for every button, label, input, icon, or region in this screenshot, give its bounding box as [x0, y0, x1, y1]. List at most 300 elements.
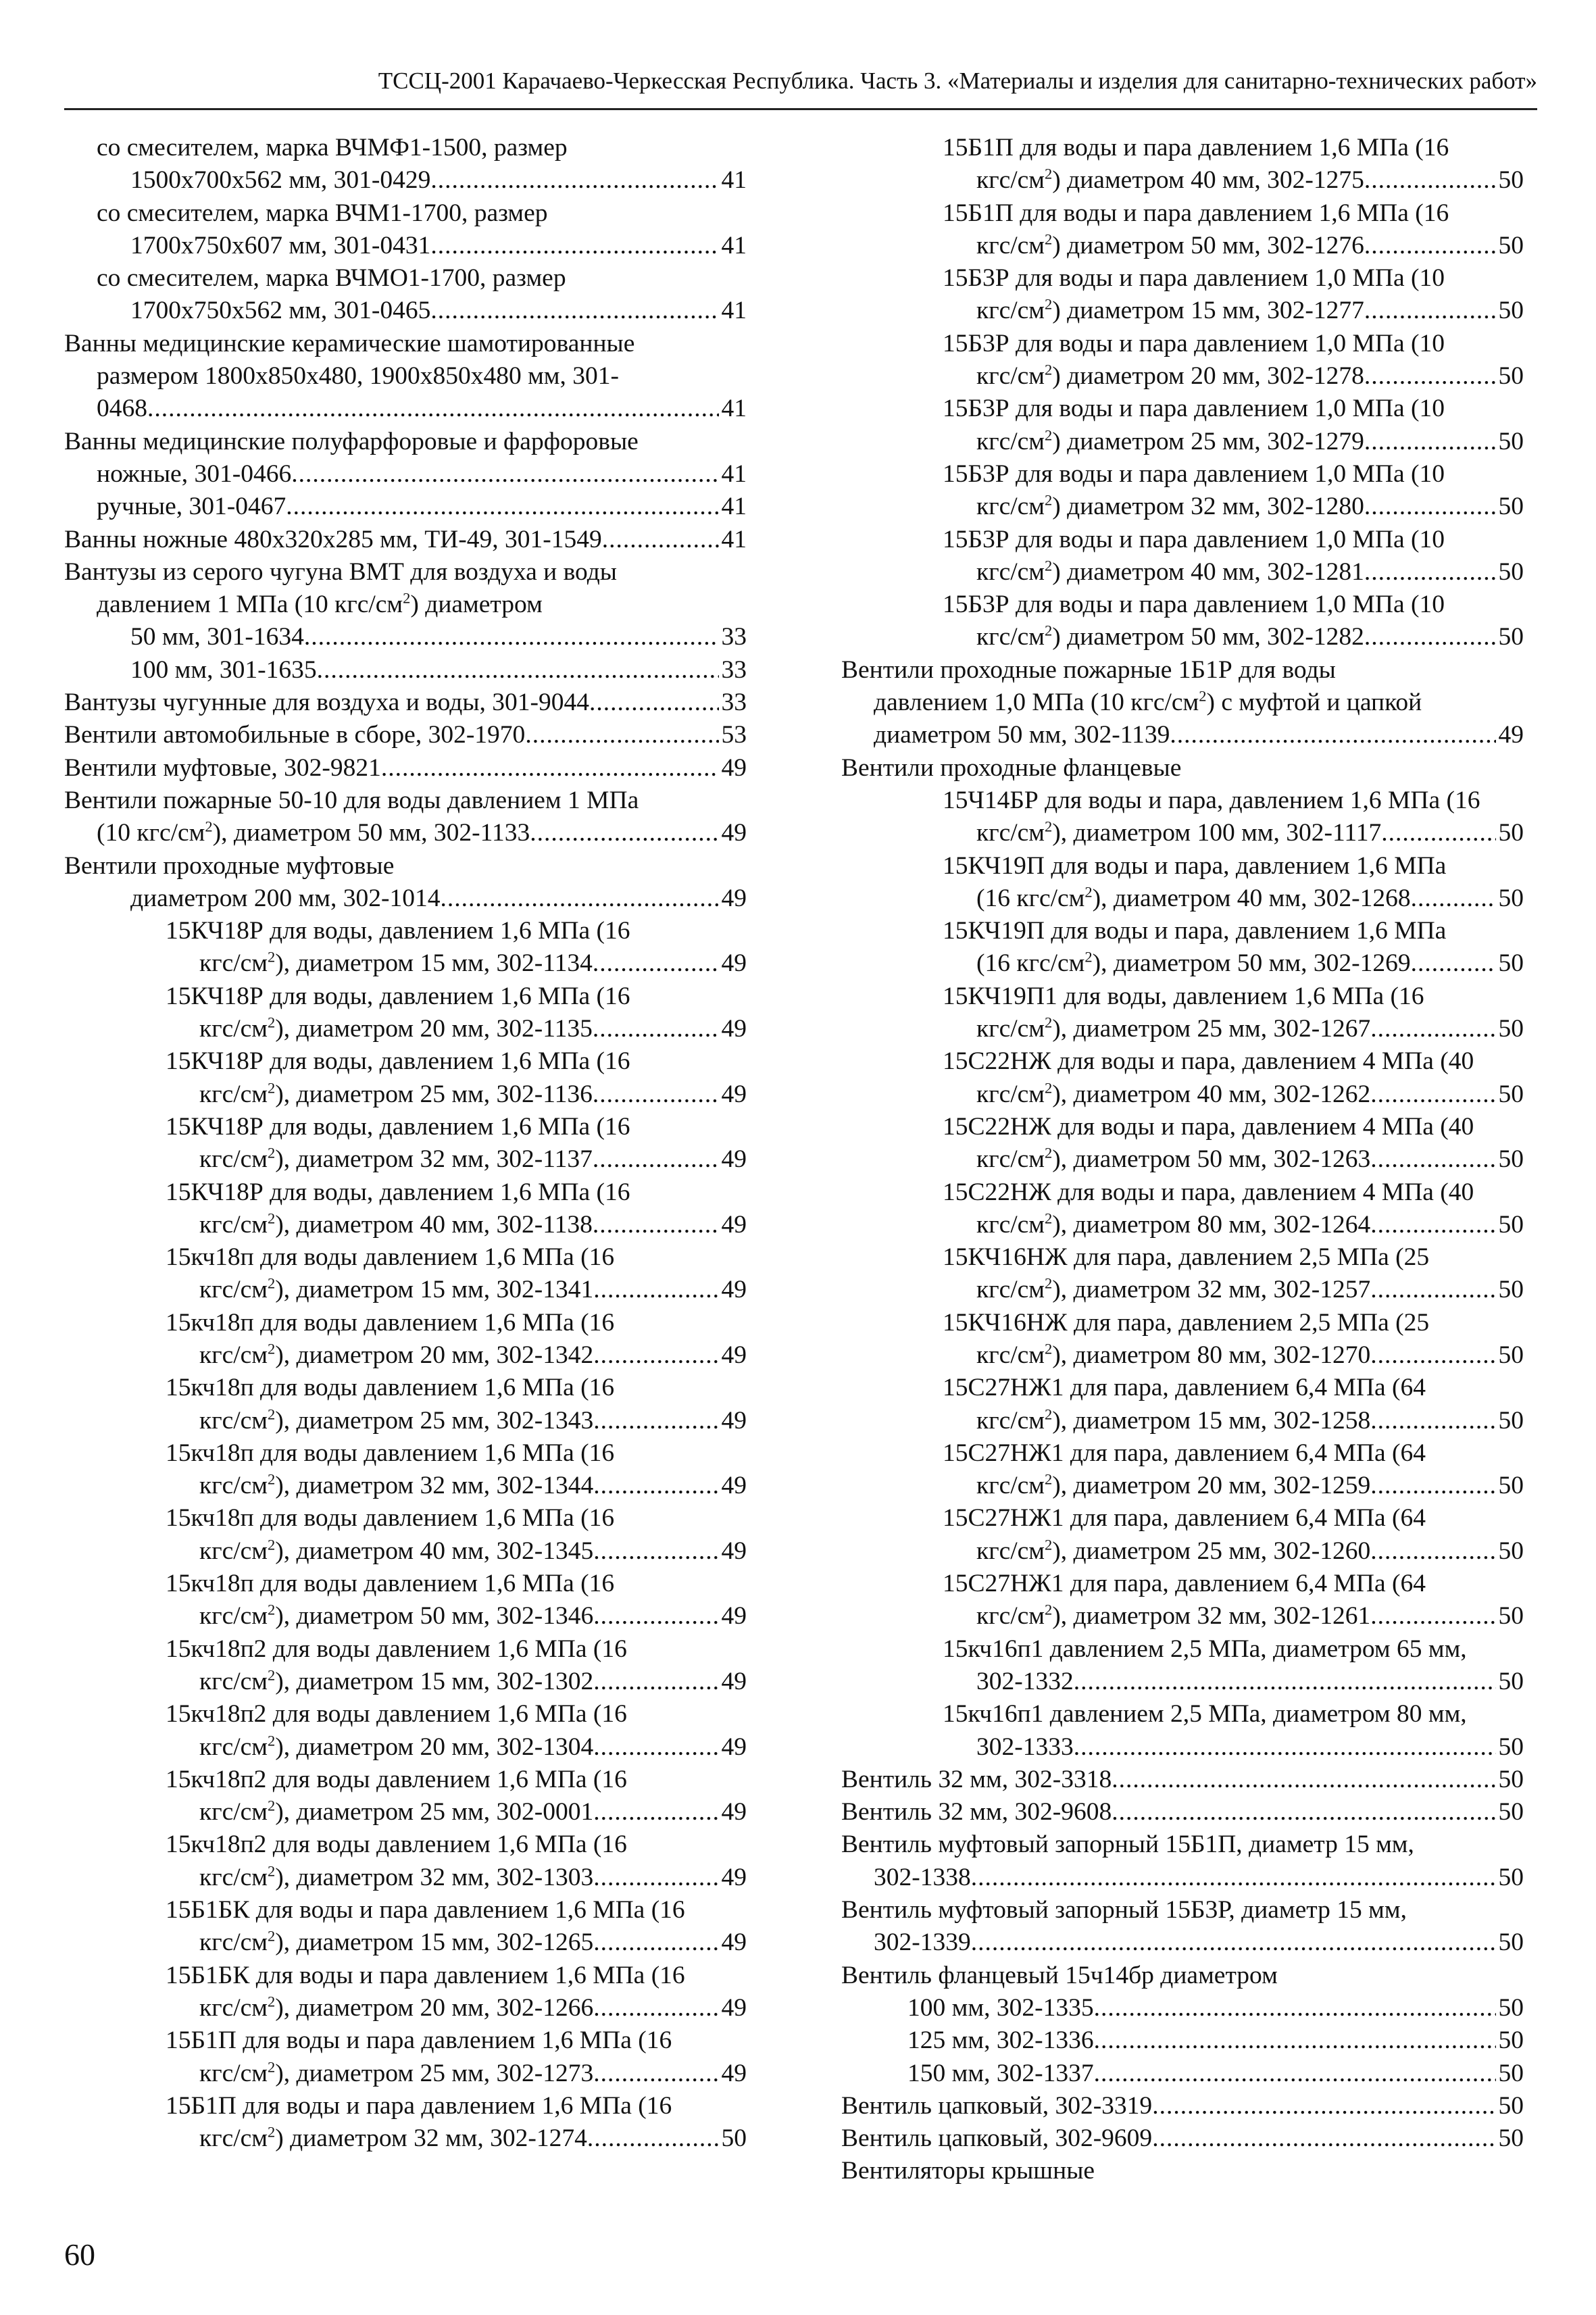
index-page-ref: 50: [1498, 1993, 1524, 2022]
index-entry-text: Вентиль муфтовый запорный 15Б3Р, диаметр 15 мм,: [841, 1896, 1407, 1924]
index-entry-text: Вентили проходные пожарные 1Б1Р для воды: [841, 655, 1336, 684]
superscript: 2: [1045, 491, 1053, 509]
index-line: [64, 687, 747, 719]
dot-leader: [593, 1731, 718, 1764]
superscript: 2: [268, 948, 276, 966]
index-entry-text: ручные, 301-0467: [97, 493, 286, 521]
index-entry-text: 15кч18п2 для воды давлением 1,6 МПа (16: [166, 1635, 627, 1663]
entry-text-part: кгс/см: [976, 1537, 1045, 1565]
index-entry-text: 302-1333: [976, 1733, 1074, 1761]
index-entry-text: [976, 621, 1364, 653]
index-page-ref: 49: [721, 1015, 747, 1043]
index-entry-text: Вантузы из серого чугуна ВМТ для воздуха и воды: [64, 557, 617, 586]
header-rule: [64, 108, 1537, 110]
index-entry-text: 0468: [97, 395, 147, 423]
index-line: [64, 1241, 747, 1274]
index-entry-text: 15кч18п для воды давлением 1,6 МПа (16: [166, 1504, 615, 1533]
dot-leader: [1152, 2122, 1495, 2155]
dot-leader: [593, 1600, 718, 1633]
index-entry-text: 15кч16п1 давлением 2,5 МПа, диаметром 65 мм,: [943, 1635, 1467, 1663]
index-entry-text: Вентили проходные муфтовые: [64, 851, 395, 880]
index-line: [841, 1013, 1524, 1045]
superscript: 2: [1045, 1405, 1053, 1423]
entry-text-part: ), диаметром 50 мм, 302-1133: [212, 819, 530, 847]
entry-text-part: ) диаметром 32 мм, 302-1280: [1052, 493, 1364, 521]
index-line: [64, 1045, 747, 1078]
index-page-ref: 41: [721, 493, 747, 521]
index-entry-text: со смесителем, марка ВЧМ1-1700, размер: [97, 199, 548, 227]
entry-text-part: кгс/см: [199, 1210, 268, 1239]
entry-text-part: кгс/см: [199, 1472, 268, 1500]
entry-text-part: ), диаметром 20 мм, 302-1259: [1052, 1472, 1371, 1500]
index-page-ref: 50: [1498, 1765, 1524, 1793]
index-line: [841, 2090, 1524, 2122]
index-entry-text: 50 мм, 301-1634: [130, 623, 304, 651]
entry-text-part: ), диаметром 50 мм, 302-1346: [275, 1602, 594, 1631]
superscript: 2: [1045, 1274, 1053, 1292]
index-line: [841, 1241, 1524, 1274]
superscript: 2: [268, 1666, 276, 1684]
entry-text-part: ), диаметром 15 мм, 302-1134: [275, 949, 593, 978]
dot-leader: [1364, 621, 1496, 653]
index-entry-text: [976, 491, 1364, 523]
index-line: [64, 360, 747, 393]
index-entry-text: [976, 882, 1411, 915]
entry-text-part: ) диаметром 50 мм, 302-1276: [1052, 231, 1364, 259]
index-entry-text: [976, 1078, 1370, 1111]
index-line: [841, 1209, 1524, 1241]
entry-text-part: кгс/см: [976, 1080, 1045, 1108]
entry-text-part: ) диаметром 25 мм, 302-1279: [1052, 427, 1364, 455]
index-line: [64, 1862, 747, 1894]
dot-leader: [286, 491, 718, 523]
index-entry-text: 15Б3Р для воды и пара давлением 1,0 МПа (10: [943, 395, 1445, 423]
dot-leader: [1411, 882, 1496, 915]
entry-text-part: ), диаметром 50 мм, 302-1269: [1092, 949, 1411, 978]
index-line: [841, 882, 1524, 915]
index-page-ref: 41: [721, 231, 747, 259]
superscript: 2: [1045, 1144, 1053, 1162]
entry-text-part: ), диаметром 25 мм, 302-1136: [275, 1080, 593, 1108]
index-entry-text: [976, 360, 1364, 393]
index-line: [64, 1600, 747, 1633]
index-page-ref: 50: [1498, 2026, 1524, 2055]
index-entry-text: 15С22НЖ для воды и пара, давлением 4 МПа (40: [943, 1178, 1474, 1206]
entry-text-part: кгс/см: [199, 1863, 268, 1891]
dot-leader: [1364, 491, 1496, 523]
index-line: [64, 1568, 747, 1600]
index-entry-text: [976, 1274, 1370, 1306]
index-entry-text: диаметром 50 мм, 302-1139: [874, 721, 1170, 749]
index-line: [64, 1828, 747, 1861]
index-line: [841, 1045, 1524, 1078]
index-line: [64, 1960, 747, 1992]
index-entry-text: [874, 689, 1422, 716]
index-entry-text: [97, 817, 530, 849]
index-entry-text: [976, 1470, 1370, 1502]
index-line: [64, 2090, 747, 2122]
entry-text-part: ), диаметром 25 мм, 302-1260: [1052, 1537, 1371, 1565]
entry-text-part: ), диаметром 15 мм, 302-1341: [275, 1276, 594, 1304]
index-entry-text: Ванны медицинские керамические шамотированные: [64, 329, 635, 357]
entry-text-part: кгс/см: [976, 231, 1045, 259]
dot-leader: [602, 524, 719, 556]
dot-leader: [525, 719, 718, 751]
index-page-ref: 49: [721, 1667, 747, 1695]
entry-text-part: кгс/см: [199, 949, 268, 978]
index-line: [64, 1926, 747, 1959]
entry-text-part: ) диаметром: [410, 591, 543, 619]
entry-text-part: ), диаметром 20 мм, 302-1342: [275, 1341, 594, 1369]
entry-text-part: кгс/см: [976, 427, 1045, 455]
index-entry-text: 15Б1П для воды и пара давлением 1,6 МПа (16: [166, 2026, 672, 2055]
index-page-ref: 50: [1498, 1406, 1524, 1435]
index-page-ref: 49: [721, 1406, 747, 1435]
index-entry-text: [199, 1470, 593, 1502]
dot-leader: [593, 1796, 718, 1828]
index-page-ref: 41: [721, 525, 747, 553]
superscript: 2: [268, 1536, 276, 1553]
index-line: [64, 1372, 747, 1404]
superscript: 2: [1084, 883, 1093, 901]
entry-text-part: ), диаметром 40 мм, 302-1138: [275, 1210, 593, 1239]
index-line: [841, 1633, 1524, 1666]
index-line: [841, 1926, 1524, 1959]
index-line: [64, 1535, 747, 1568]
index-entry-text: со смесителем, марка ВЧМО1-1700, размер: [97, 264, 566, 293]
dot-leader: [1370, 1274, 1495, 1306]
dot-leader: [1364, 426, 1496, 458]
entry-text-part: (16 кгс/см: [976, 949, 1085, 978]
index-line: [841, 654, 1524, 687]
superscript: 2: [268, 1274, 276, 1292]
index-entry-text: 15кч18п для воды давлением 1,6 МПа (16: [166, 1439, 615, 1467]
index-line: [841, 230, 1524, 262]
index-page-ref: 49: [721, 1210, 747, 1239]
index-line: [64, 132, 747, 164]
dot-leader: [1370, 1535, 1495, 1568]
index-line: [841, 2058, 1524, 2090]
dot-leader: [1364, 230, 1496, 262]
index-entry-text: 15кч18п2 для воды давлением 1,6 МПа (16: [166, 1765, 627, 1793]
index-page-ref: 50: [1498, 949, 1524, 978]
index-page-ref: 49: [1498, 721, 1524, 749]
entry-text-part: кгс/см: [976, 1210, 1045, 1239]
superscript: 2: [268, 2123, 276, 2141]
entry-text-part: ), диаметром 25 мм, 302-1343: [275, 1406, 594, 1435]
dot-leader: [1370, 1405, 1495, 1437]
dot-leader: [1364, 295, 1496, 327]
index-page-ref: 49: [721, 1733, 747, 1761]
index-entry-text: 15КЧ18Р для воды, давлением 1,6 МПа (16: [166, 1047, 630, 1076]
index-page-ref: 50: [1498, 362, 1524, 391]
index-line: [841, 1176, 1524, 1209]
superscript: 2: [1045, 165, 1053, 182]
index-line: [841, 556, 1524, 589]
index-page-ref: 50: [1498, 1928, 1524, 1957]
index-line: [841, 1143, 1524, 1176]
index-page-ref: 49: [721, 1798, 747, 1826]
dot-leader: [147, 393, 719, 425]
entry-text-part: ), диаметром 40 мм, 302-1262: [1052, 1080, 1371, 1108]
superscript: 2: [268, 1079, 276, 1097]
index-page-ref: 50: [1498, 1537, 1524, 1565]
page-number: 60: [64, 2237, 95, 2272]
index-entry-text: [199, 1143, 593, 1176]
superscript: 2: [1045, 1601, 1053, 1618]
index-line: [841, 393, 1524, 425]
index-page-ref: 50: [1498, 1472, 1524, 1500]
index-page-ref: 49: [721, 949, 747, 978]
index-line: [64, 1111, 747, 1143]
index-line: [64, 2058, 747, 2090]
index-line: [841, 1339, 1524, 1372]
index-line: [841, 1372, 1524, 1404]
index-line: [64, 2122, 747, 2155]
index-entry-text: [199, 1013, 593, 1045]
index-line: [841, 1666, 1524, 1698]
index-line: [841, 1796, 1524, 1828]
superscript: 2: [1045, 622, 1053, 639]
index-entry-text: 15Б1П для воды и пара давлением 1,6 МПа (16: [943, 199, 1449, 227]
index-page-ref: 50: [1498, 884, 1524, 912]
index-entry-text: Вентили проходные фланцевые: [841, 753, 1182, 782]
index-entry-text: 15кч16п1 давлением 2,5 МПа, диаметром 80 мм,: [943, 1700, 1467, 1728]
index-entry-text: 15С27НЖ1 для пара, давлением 6,4 МПа (64: [943, 1439, 1426, 1467]
index-line: [841, 1470, 1524, 1502]
index-line: [64, 1470, 747, 1502]
page-header: ТССЦ-2001 Карачаево-Черкесская Республика. Часть 3. «Материалы и изделия для санитарно-технических работ»: [378, 68, 1537, 94]
index-entry-text: 15С27НЖ1 для пара, давлением 6,4 МПа (64: [943, 1374, 1426, 1402]
index-line: [64, 1209, 747, 1241]
index-line: [64, 980, 747, 1013]
entry-text-part: кгс/см: [199, 1928, 268, 1957]
index-line: [64, 328, 747, 360]
dot-leader: [593, 1992, 718, 2024]
index-entry-text: 15Ч14БР для воды и пара, давлением 1,6 МПа (16: [943, 786, 1480, 814]
dot-leader: [291, 458, 718, 491]
index-line: [64, 458, 747, 491]
entry-text-part: ) диаметром 40 мм, 302-1281: [1052, 557, 1364, 586]
index-entry-text: [97, 591, 543, 618]
dot-leader: [1370, 1209, 1495, 1241]
index-page-ref: 41: [721, 395, 747, 423]
index-line: [64, 1405, 747, 1437]
index-entry-text: [199, 1339, 593, 1372]
index-line: [64, 654, 747, 687]
index-page-ref: 49: [721, 1145, 747, 1174]
dot-leader: [593, 1405, 718, 1437]
index-line: [841, 1274, 1524, 1306]
index-column-right: [841, 132, 1524, 2188]
index-line: [64, 230, 747, 262]
index-line: [841, 1731, 1524, 1764]
index-entry-text: [199, 1796, 593, 1828]
index-entry-text: 15С27НЖ1 для пара, давлением 6,4 МПа (64: [943, 1570, 1426, 1598]
index-line: [841, 328, 1524, 360]
superscript: 2: [268, 1732, 276, 1749]
entry-text-part: ), диаметром 80 мм, 302-1270: [1052, 1341, 1371, 1369]
index-page-ref: 50: [1498, 297, 1524, 325]
index-line: [64, 785, 747, 817]
superscript: 2: [1045, 361, 1053, 378]
index-line: [841, 1535, 1524, 1568]
index-entry-text: 15КЧ18Р для воды, давлением 1,6 МПа (16: [166, 1178, 630, 1206]
dot-leader: [593, 1339, 718, 1372]
index-entry-text: диаметром 200 мм, 302-1014: [130, 884, 441, 912]
index-page-ref: 53: [721, 721, 747, 749]
index-line: [64, 947, 747, 980]
index-line: [841, 719, 1524, 751]
index-entry-text: 15КЧ16НЖ для пара, давлением 2,5 МПа (25: [943, 1243, 1430, 1272]
index-entry-text: Вентиль цапковый, 302-9609: [841, 2124, 1153, 2153]
index-page-ref: 41: [721, 166, 747, 195]
dot-leader: [1094, 2058, 1496, 2090]
index-line: [841, 2155, 1524, 2187]
index-line: [64, 491, 747, 523]
superscript: 2: [1045, 1210, 1053, 1227]
index-entry-text: [976, 1600, 1370, 1633]
index-line: [841, 850, 1524, 882]
index-entry-text: 15Б1БК для воды и пара давлением 1,6 МПа (16: [166, 1896, 685, 1924]
dot-leader: [593, 947, 719, 980]
entry-text-part: кгс/см: [976, 493, 1045, 521]
dot-leader: [1094, 1992, 1496, 2024]
superscript: 2: [1045, 818, 1053, 835]
index-line: [841, 1960, 1524, 1992]
entry-text-part: ) диаметром 32 мм, 302-1274: [275, 2124, 587, 2153]
index-page-ref: 50: [1498, 557, 1524, 586]
index-line: [841, 1568, 1524, 1600]
index-entry-text: [199, 947, 593, 980]
entry-text-part: ), диаметром 15 мм, 302-1265: [275, 1928, 594, 1957]
entry-text-part: кгс/см: [199, 1276, 268, 1304]
entry-text-part: кгс/см: [976, 362, 1045, 391]
dot-leader: [1152, 2090, 1495, 2122]
dot-leader: [1370, 1470, 1495, 1502]
dot-leader: [1364, 556, 1496, 589]
index-entry-text: [976, 1405, 1370, 1437]
index-line: [64, 1633, 747, 1666]
index-line: [64, 882, 747, 915]
index-line: [841, 785, 1524, 817]
dot-leader: [971, 1926, 1496, 1959]
entry-text-part: кгс/см: [199, 2124, 268, 2153]
entry-text-part: ), диаметром 100 мм, 302-1117: [1052, 819, 1382, 847]
dot-leader: [593, 1666, 718, 1698]
index-entry-text: Вентиль муфтовый запорный 15Б1П, диаметр 15 мм,: [841, 1831, 1414, 1859]
entry-text-part: кгс/см: [199, 1667, 268, 1695]
dot-leader: [587, 2122, 719, 2155]
dot-leader: [589, 687, 718, 719]
index-page-ref: 50: [1498, 493, 1524, 521]
index-entry-text: 15С27НЖ1 для пара, давлением 6,4 МПа (64: [943, 1504, 1426, 1533]
index-entry-text: Вентиль 32 мм, 302-3318: [841, 1765, 1112, 1793]
index-entry-text: 15кч18п для воды давлением 1,6 МПа (16: [166, 1308, 615, 1337]
superscript: 2: [268, 1797, 276, 1814]
index-entry-text: ножные, 301-0466: [97, 459, 292, 488]
index-entry-text: 1700х750х562 мм, 301-0465: [130, 297, 431, 325]
index-line: [841, 947, 1524, 980]
index-entry-text: 15С22НЖ для воды и пара, давлением 4 МПа (40: [943, 1047, 1474, 1076]
entry-text-part: кгс/см: [976, 1602, 1045, 1631]
index-page-ref: 49: [721, 2059, 747, 2087]
entry-text-part: ), диаметром 32 мм, 302-1261: [1052, 1602, 1371, 1631]
entry-text-part: ), диаметром 15 мм, 302-1302: [275, 1667, 594, 1695]
index-line: [64, 262, 747, 295]
index-entry-text: [199, 1274, 593, 1306]
superscript: 2: [403, 589, 411, 607]
index-entry-text: [976, 1143, 1370, 1176]
index-line: [841, 1111, 1524, 1143]
index-page-ref: 33: [721, 689, 747, 717]
index-entry-text: [976, 426, 1364, 458]
entry-text-part: ), диаметром 50 мм, 302-1263: [1052, 1145, 1371, 1174]
index-line: [64, 850, 747, 882]
superscript: 2: [1045, 557, 1053, 574]
index-line: [64, 1339, 747, 1372]
index-entry-text: 100 мм, 302-1335: [907, 1993, 1094, 2022]
superscript: 2: [1045, 426, 1053, 444]
entry-text-part: кгс/см: [976, 1341, 1045, 1369]
dot-leader: [530, 817, 718, 849]
index-entry-text: 302-1338: [874, 1863, 971, 1891]
superscript: 2: [268, 1340, 276, 1358]
index-line: [64, 1013, 747, 1045]
index-entry-text: [199, 1926, 593, 1959]
index-line: [64, 295, 747, 327]
dot-leader: [593, 2058, 718, 2090]
index-entry-text: 15КЧ18Р для воды, давлением 1,6 МПа (16: [166, 982, 630, 1010]
index-entry-text: 15КЧ19П для воды и пара, давлением 1,6 МПа: [943, 851, 1447, 880]
superscript: 2: [1045, 1014, 1053, 1031]
index-line: [64, 1698, 747, 1731]
entry-text-part: ), диаметром 32 мм, 302-1137: [275, 1145, 593, 1174]
entry-text-part: ), диаметром 32 мм, 302-1303: [275, 1863, 594, 1891]
superscript: 2: [1045, 230, 1053, 248]
index-entry-text: 15Б3Р для воды и пара давлением 1,0 МПа (10: [943, 591, 1445, 619]
entry-text-part: (10 кгс/см: [97, 819, 205, 847]
index-line: [64, 556, 747, 589]
entry-text-part: кгс/см: [199, 1341, 268, 1369]
dot-leader: [304, 621, 719, 653]
entry-text-part: кгс/см: [199, 1145, 268, 1174]
index-entry-text: [976, 947, 1411, 980]
entry-text-part: кгс/см: [976, 1015, 1045, 1043]
index-line: [64, 589, 747, 621]
dot-leader: [1370, 1339, 1495, 1372]
entry-text-part: кгс/см: [976, 166, 1045, 195]
dot-leader: [1094, 2024, 1496, 2057]
index-page-ref: 49: [721, 1080, 747, 1108]
entry-text-part: ), диаметром 32 мм, 302-1257: [1052, 1276, 1371, 1304]
entry-text-part: ) диаметром 50 мм, 302-1282: [1052, 623, 1364, 651]
index-entry-text: Вентили муфтовые, 302-9821: [64, 753, 381, 782]
entry-text-part: ), диаметром 20 мм, 302-1266: [275, 1993, 594, 2022]
index-entry-text: [199, 1992, 593, 2024]
entry-text-part: кгс/см: [976, 819, 1045, 847]
index-entry-text: [976, 556, 1364, 589]
dot-leader: [430, 230, 718, 262]
dot-leader: [593, 1470, 718, 1502]
index-page-ref: 50: [1498, 2124, 1524, 2153]
index-page-ref: 49: [721, 1276, 747, 1304]
index-line: [841, 589, 1524, 621]
index-entry-text: 150 мм, 302-1337: [907, 2059, 1094, 2087]
dot-leader: [430, 164, 718, 197]
entry-text-part: кгс/см: [976, 1472, 1045, 1500]
index-column-left: [64, 132, 747, 2155]
